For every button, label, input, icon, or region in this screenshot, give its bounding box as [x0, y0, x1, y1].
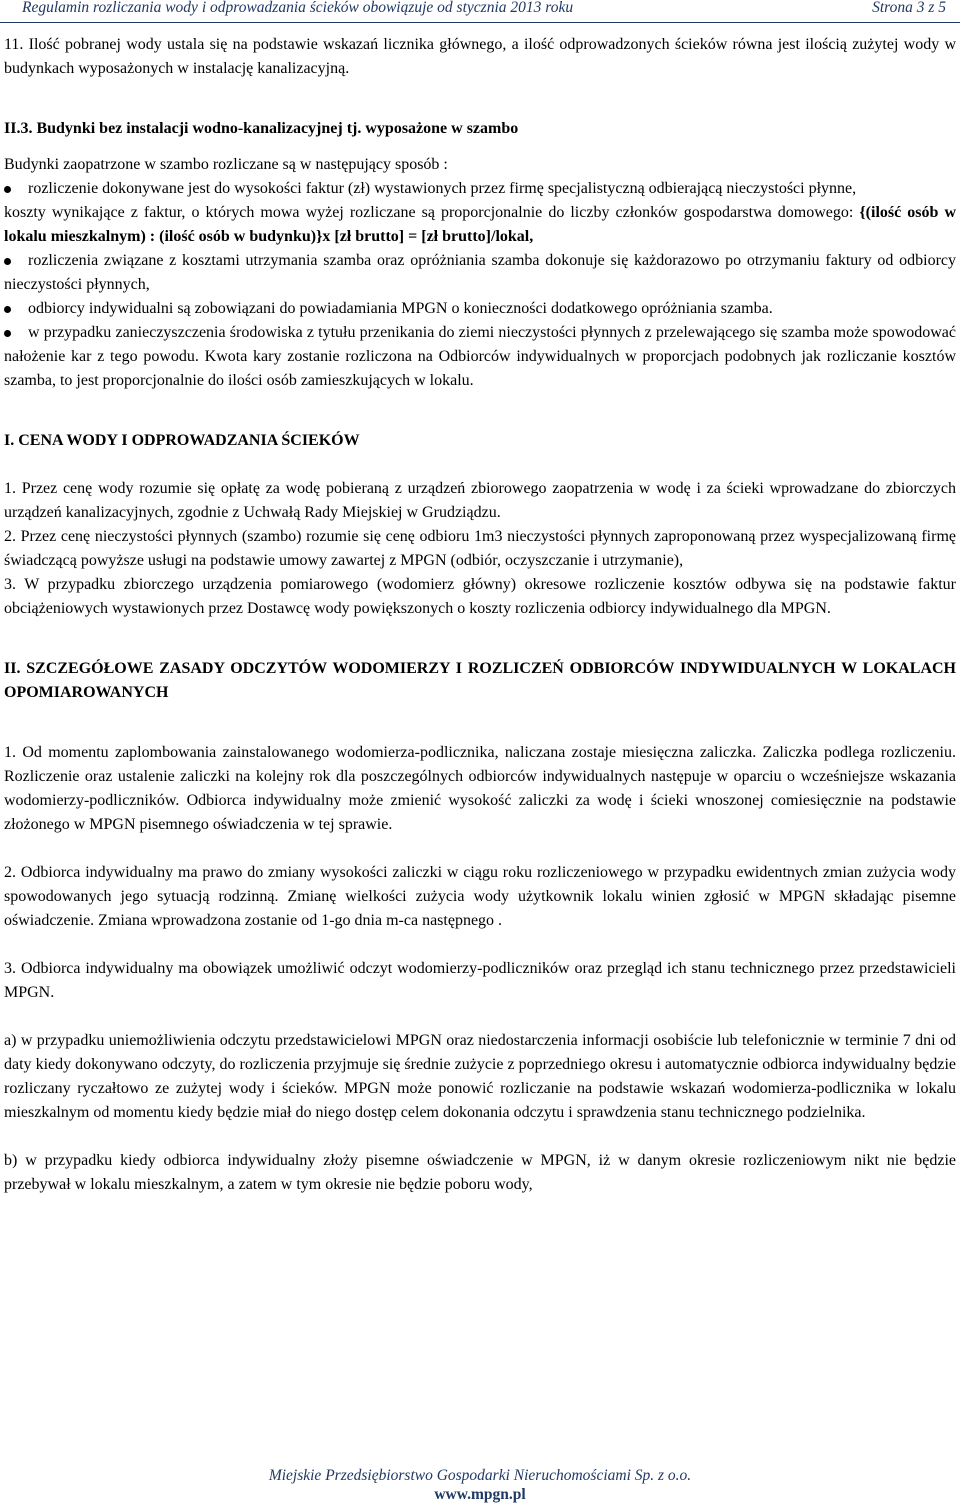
section-ii-pa: a) w przypadku uniemożliwienia odczytu przedstawicielowi MPGN oraz niedostarczenia informacji osobiście lub telefonicznie w terminie 7 dni od daty kiedy dokonywano odczyty, do rozliczenia przyjmuje się średnie zużycie z poprzedniego okresu i automatycznie odbiorca indywidualny będzie rozliczany ryczałtowo ze zużytej wody i ścieków. MPGN może ponowić rozliczanie na podstawie wskazań wodomierza-podlicznika w lokalu mieszkalnym od momentu kiedy będzie miał do niego dostęp celem dokonania odczytu i sprawdzenia stanu technicznego podzielnika.: [4, 1032, 956, 1121]
section-i-p3: 3. W przypadku zbiorczego urządzenia pomiarowego (wodomierz główny) okresowe rozliczenie kosztów odbywa się na podstawie faktur obciążeniowych wystawionych przez Dostawcę wody powiększonych o koszty rozliczenia odbiorcy indywidualnego dla MPGN.: [4, 576, 956, 617]
koszty-formula: {(ilość osób w lokalu mieszkalnym) : (ilość osób w budynku)}x [zł brutto] = [zł brutto]/lokal,: [4, 204, 956, 245]
koszty-paragraph: [4, 201, 956, 249]
bullet-text-1: rozliczenie dokonywane jest do wysokości faktur (zł) wystawionych przez firmę specjalistyczną odbierającą nieczystości płynne,: [28, 180, 857, 197]
section-i-title: I. CENA WODY I ODPROWADZANIA ŚCIEKÓW: [4, 432, 360, 449]
footer-company: Miejskie Przedsiębiorstwo Gospodarki Nieruchomościami Sp. z o.o.: [268, 1467, 692, 1484]
section-ii-title: II. SZCZEGÓŁOWE ZASADY ODCZYTÓW WODOMIERZY I ROZLICZEŃ ODBIORCÓW INDYWIDUALNYCH W LOKALACH OPOMIAROWANYCH: [4, 660, 956, 701]
page-number: Strona 3 z 5: [872, 0, 946, 16]
bullet-list-2: [4, 249, 956, 393]
section-i-p1: 1. Przez cenę wody rozumie się opłatę za wodę pobieraną z urządzeń zbiorowego zaopatrzenia w wodę i za ścieki wprowadzane do zbiorczych urządzeń kanalizacyjnych, zgodnie z Uchwałą Rady Miejskiej w Grudziądzu.: [4, 480, 956, 521]
bullet-text-2: rozliczenia związane z kosztami utrzymania szamba oraz opróżniania szamba dokonuje się każdorazowo po otrzymaniu faktury od odbiorcy nieczystości płynnych,: [4, 252, 956, 293]
bullet-list: [4, 177, 956, 201]
page-footer: [0, 1466, 960, 1504]
bullet-text-4: w przypadku zanieczyszczenia środowiska z tytułu przenikania do ziemi nieczystości płynnych z przelewającego się szamba może spowodować nałożenie kar z tego powodu. Kwota kary zostanie rozliczona na Odbiorców indywidualnych w proporcjach podobnych jak rozliczanie kosztów szamba, to jest proporcjonalnie do ilości osób zamieszkujących w lokalu.: [4, 324, 956, 389]
bullet-icon: [4, 186, 11, 193]
section-ii-p2: 2. Odbiorca indywidualny ma prawo do zmiany wysokości zaliczki w ciągu roku rozliczeniowego w przypadku ewidentnych zmian zużycia wody spowodowanych jego sytuacją rodzinną. Zmianę wielkości zużycia wody użytkownik lokalu winien zgłosić w MPGN składając pisemne oświadczenie. Zmiana wprowadzona zostanie od 1-go dnia m-ca następnego .: [4, 864, 956, 929]
section-ii3-intro: Budynki zaopatrzone w szambo rozliczane są w następujący sposób :: [4, 156, 448, 173]
list-item: [4, 321, 956, 393]
section-i-p2: 2. Przez cenę nieczystości płynnych (szambo) rozumie się cenę odbioru 1m3 nieczystości płynnych zaproponowaną przez wyspecjalizowaną firmę świadczącą powyższe usługi na podstawie umowy zawartej z MPGN (odbiór, oczyszczanie i utrzymanie),: [4, 528, 956, 569]
paragraph-11: 11. Ilość pobranej wody ustala się na podstawie wskazań licznika głównego, a ilość odprowadzonych ścieków równa jest ilością zużytej wody w budynkach wyposażonych w instalację kanalizacyjną.: [4, 36, 956, 77]
header-title: Regulamin rozliczania wody i odprowadzania ścieków obowiązuje od stycznia 2013 roku: [22, 0, 574, 16]
bullet-icon: [4, 330, 11, 337]
page-header: [0, 0, 960, 23]
footer-url[interactable]: www.mpgn.pl: [434, 1486, 526, 1503]
section-ii-p3: 3. Odbiorca indywidualny ma obowiązek umożliwić odczyt wodomierzy-podliczników oraz przegląd ich stanu technicznego przez przedstawicieli MPGN.: [4, 960, 956, 1001]
bullet-icon: [4, 258, 11, 265]
section-ii-p1: 1. Od momentu zaplombowania zainstalowanego wodomierza-podlicznika, naliczana zostaje miesięczna zaliczka. Zaliczka podlega rozliczeniu. Rozliczenie oraz ustalenie zaliczki na kolejny rok dla poszczególnych odbiorców indywidualnych następuje w oparciu o wcześniejsze wskazania wodomierzy-podliczników. Odbiorca indywidualny może zmienić wysokość zaliczki za wodę i ścieki wnoszonej comiesięcznie na podstawie złożonego w MPGN pisemnego oświadczenia w tej sprawie.: [4, 744, 956, 833]
bullet-icon: [4, 306, 11, 313]
list-item: [4, 297, 956, 321]
section-ii3-title: II.3. Budynki bez instalacji wodno-kanalizacyjnej tj. wyposażone w szambo: [4, 120, 519, 137]
list-item: [4, 177, 956, 201]
document-body: [4, 33, 956, 1197]
bullet-text-3: odbiorcy indywidualni są zobowiązani do powiadamiania MPGN o konieczności dodatkowego opróżniania szamba.: [28, 300, 773, 317]
koszty-text: koszty wynikające z faktur, o których mowa wyżej rozliczane są proporcjonalnie do liczby członków gospodarstwa domowego:: [4, 204, 860, 221]
section-ii-pb: b) w przypadku kiedy odbiorca indywidualny złoży pisemne oświadczenie w MPGN, iż w danym okresie rozliczeniowym nikt nie będzie przebywał w lokalu mieszkalnym, a zatem w tym okresie nie będzie poboru wody,: [4, 1152, 956, 1193]
list-item: [4, 249, 956, 297]
